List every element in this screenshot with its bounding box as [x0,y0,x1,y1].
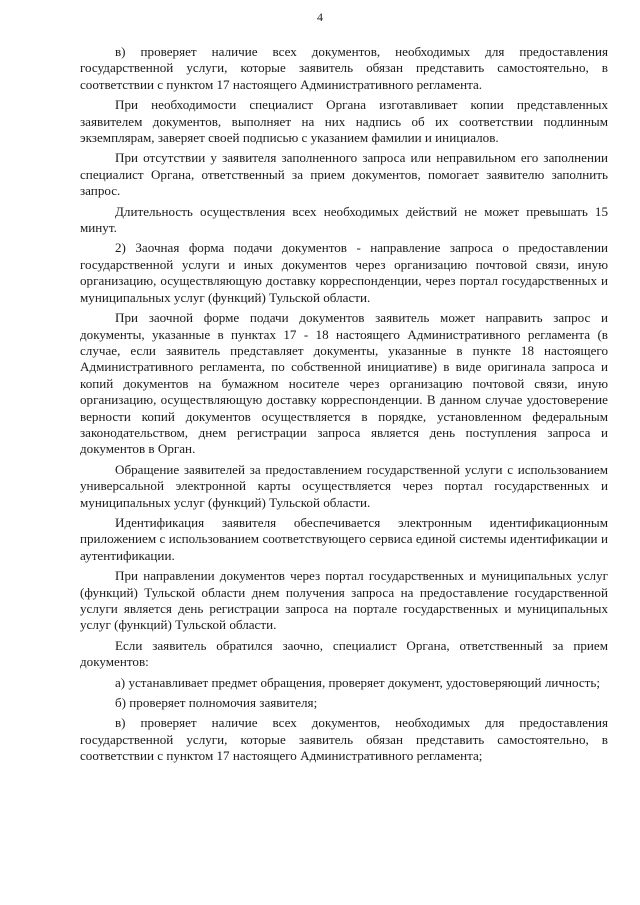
paragraph-electronic-card: Обращение заявителей за предоставлением государственной услуги с использованием универсальной электронной карты осуществляется через портал государственных и муниципальных услуг (функций) Тульской области. [80,461,608,510]
page-number: 4 [317,10,323,24]
paragraph-remote-submission: При заочной форме подачи документов заявитель может направить запрос и документы, указанные в пунктах 17 - 18 настоящего Административного регламента (в случае, если заявитель представляет документы, указанные в пункте 18 настоящего Административного регламента, по собственной инициативе) в виде оригинала запроса и копий документов на бумажном носителе через организацию почтовой связи, иную организацию, осуществляющую доставку корреспонденции. В данном случае удостоверение верности копий документов осуществляется в порядке, установленном федеральным законодательством, днем регистрации запроса является день поступления запроса и документов в Орган. [80,310,608,457]
paragraph-duration: Длительность осуществления всех необходимых действий не может превышать 15 минут. [80,203,608,236]
paragraph-remote-form: 2) Заочная форма подачи документов - направление запроса о предоставлении государственной услуги и иных документов через организацию почтовой связи, иную организацию, осуществляющую доставку корреспонденции, через портал государственных и муниципальных услуг (функций) Тульской области. [80,240,608,305]
paragraph-copies: При необходимости специалист Органа изготавливает копии представленных заявителем документов, выполняет на них надпись об их соответствии подлинным экземплярам, заверяет своей подписью с указанием фамилии и инициалов. [80,97,608,146]
document-body [80,44,608,765]
paragraph-identification: Идентификация заявителя обеспечивается электронным идентификационным приложением с использованием соответствующего сервиса единой системы идентификации и аутентификации. [80,514,608,563]
paragraph-fill-request: При отсутствии у заявителя заполненного запроса или неправильном его заполнении специалист Органа, ответственный за прием документов, помогает заявителю заполнить запрос. [80,150,608,199]
list-item-b: б) проверяет полномочия заявителя; [115,695,318,711]
paragraph-check-documents: в) проверяет наличие всех документов, необходимых для предоставления государственной услуги, которые заявитель обязан представить самостоятельно, в соответствии с пунктом 17 настоящего Административного регламента. [80,44,608,92]
list-item-v: в) проверяет наличие всех документов, необходимых для предоставления государственной услуги, которые заявитель обязан представить самостоятельно, в соответствии с пунктом 17 настоящего Административного регламента; [80,715,608,764]
list-item-a: а) устанавливает предмет обращения, проверяет документ, удостоверяющий личность; [115,674,600,690]
paragraph-portal-submission: При направлении документов через портал государственных и муниципальных услуг (функций) Тульской области днем получения запроса на предоставление государственной услуги является день регистрации запроса на портале государственных и муниципальных услуг (функций) Тульской области. [80,568,608,633]
paragraph-remote-applicant: Если заявитель обратился заочно, специалист Органа, ответственный за прием документов: [80,637,608,670]
